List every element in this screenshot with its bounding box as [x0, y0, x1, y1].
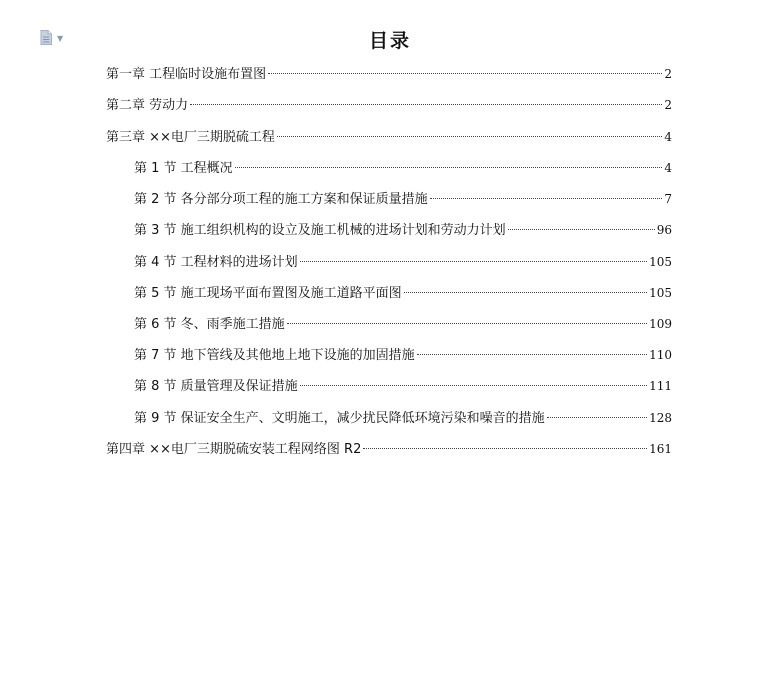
toc-entry-label: 第 1 节 工程概况	[134, 161, 233, 176]
toc-entry[interactable]	[134, 220, 672, 240]
dot-leader	[300, 384, 647, 386]
toc-entry-page: 111	[649, 379, 672, 393]
dot-leader	[547, 416, 647, 418]
toc-entry[interactable]	[134, 408, 672, 428]
dot-leader	[235, 166, 663, 168]
toc-entry[interactable]	[134, 283, 672, 303]
toc-entry[interactable]	[134, 158, 672, 178]
toc-entry-label: 第 2 节 各分部分项工程的施工方案和保证质量措施	[134, 192, 428, 207]
toc-entry-label: 第四章 ××电厂三期脱硫安装工程网络图 R2	[106, 442, 362, 457]
toc-entry-label: 第 5 节 施工现场平面布置图及施工道路平面图	[134, 286, 402, 301]
toc-entry-page: 105	[649, 255, 672, 269]
dot-leader	[508, 228, 655, 230]
toc-entry-page: 161	[649, 442, 672, 456]
toc-entry-page: 110	[649, 348, 672, 362]
dot-leader	[417, 353, 647, 355]
toc-entry-page: 128	[649, 411, 672, 425]
toc-entry-label: 第 8 节 质量管理及保证措施	[134, 379, 298, 394]
toc-entry[interactable]	[106, 439, 672, 459]
chevron-down-icon[interactable]: ▼	[57, 34, 64, 43]
dot-leader	[190, 103, 662, 105]
toc-entry-page: 2	[664, 98, 672, 112]
toc-entry[interactable]	[106, 127, 672, 147]
toc-entry-label: 第 4 节 工程材料的进场计划	[134, 255, 298, 270]
toc-entry-page: 105	[649, 286, 672, 300]
toc-entry-page: 2	[664, 67, 672, 81]
toc-entry-page: 4	[664, 161, 672, 175]
toc-entry-label: 第 6 节 冬、雨季施工措施	[134, 317, 285, 332]
toc-entry[interactable]	[134, 189, 672, 209]
page-title: 目录	[368, 30, 411, 52]
toc-entry-label: 第 9 节 保证安全生产、文明施工，减少扰民降低环境污染和噪音的措施	[134, 411, 545, 426]
toc-entry-label: 第三章 ××电厂三期脱硫工程	[106, 130, 275, 145]
toc-entry-label: 第二章 劳动力	[106, 98, 189, 113]
toc-entry[interactable]	[134, 376, 672, 396]
dot-leader	[277, 135, 662, 137]
toc-entry[interactable]	[134, 345, 672, 365]
toc-entry-page: 4	[664, 130, 672, 144]
toc-entry-label: 第 3 节 施工组织机构的设立及施工机械的进场计划和劳动力计划	[134, 223, 506, 238]
toc-entry[interactable]	[106, 95, 672, 115]
toc-entry-label: 第 7 节 地下管线及其他地上地下设施的加固措施	[134, 348, 415, 363]
dot-leader	[404, 291, 647, 293]
dot-leader	[300, 260, 647, 262]
toc-entry[interactable]	[134, 314, 672, 334]
toc-entry[interactable]	[134, 252, 672, 272]
toc-entry-page: 7	[664, 192, 672, 206]
dot-leader	[430, 197, 663, 199]
dot-leader	[363, 447, 647, 449]
toc-entry[interactable]	[106, 64, 672, 84]
dot-leader	[268, 72, 662, 74]
dot-leader	[287, 322, 647, 324]
toc-entry-page: 109	[649, 317, 672, 331]
toc-entry-label: 第一章 工程临时设施布置图	[106, 67, 267, 82]
toc-entry-page: 96	[656, 223, 672, 237]
